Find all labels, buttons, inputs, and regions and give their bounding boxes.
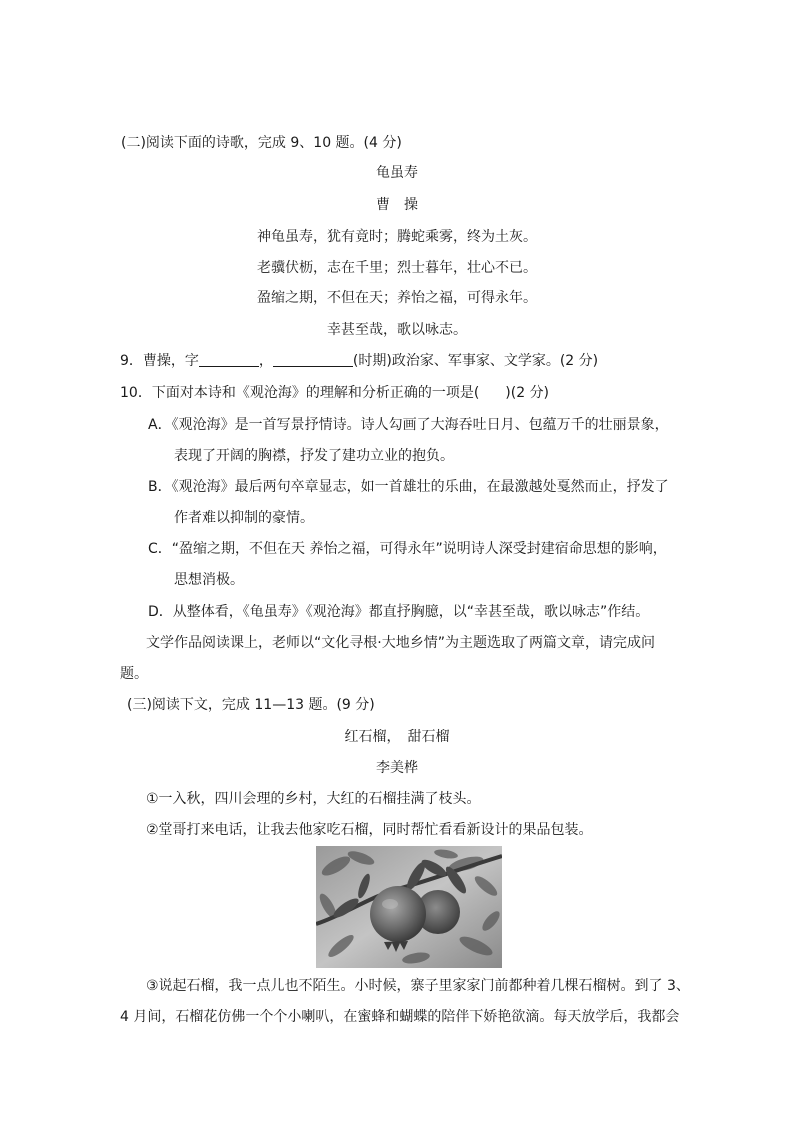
question-9 <box>120 351 598 371</box>
option-a-line-2: 表现了开阔的胸襟，抒发了建功立业的抱负。 <box>174 448 454 464</box>
poem-line-2: 老骥伏枥，志在千里；烈士暮年，壮心不已。 <box>257 260 537 276</box>
option-c-line-2: 思想消极。 <box>174 572 244 588</box>
question-10-points: )(2 分) <box>505 385 550 401</box>
article-author: 李美桦 <box>376 760 418 776</box>
paragraph-3-line-1: ③说起石榴，我一点儿也不陌生。小时候，寨子里家家门前都种着几棵石榴树。到了 3、 <box>146 978 690 994</box>
paragraph-2: ②堂哥打来电话，让我去他家吃石榴，同时帮忙看看新设计的果品包装。 <box>146 822 593 838</box>
article-title: 红石榴， 甜石榴 <box>344 729 450 745</box>
poem-title: 龟虽寿 <box>376 165 418 181</box>
question-9-text-1: 9．曹操，字 <box>120 353 199 369</box>
option-b-line-1: B．《观沧海》最后两句卒章显志，如一首雄壮的乐曲，在最激越处戛然而止，抒发了 <box>148 479 669 495</box>
answer-blank-period[interactable] <box>273 352 353 367</box>
section-2-intro: (二)阅读下面的诗歌，完成 9、10 题。(4 分) <box>121 135 402 151</box>
question-9-text-3: (时期)政治家、军事家、文学家。(2 分) <box>352 353 599 369</box>
poem-author: 曹 操 <box>376 197 418 213</box>
option-b-line-2: 作者难以抑制的豪情。 <box>174 510 314 526</box>
poem-line-4: 幸甚至哉，歌以咏志。 <box>327 322 467 338</box>
transition-line-1: 文学作品阅读课上，老师以“文化寻根·大地乡情”为主题选取了两篇文章，请完成问 <box>146 635 655 651</box>
option-c-line-1: C．“盈缩之期，不但在天 养怡之福，可得永年”说明诗人深受封建宿命思想的影响， <box>148 541 667 557</box>
poem-line-1: 神龟虽寿，犹有竟时；腾蛇乘雾，终为土灰。 <box>257 229 537 245</box>
answer-blank-courtesy-name[interactable] <box>199 352 259 367</box>
option-a-line-1: A．《观沧海》是一首写景抒情诗。诗人勾画了大海吞吐日月、包蕴万千的壮丽景象， <box>148 417 669 433</box>
question-10-stem-text: 10．下面对本诗和《观沧海》的理解和分析正确的一项是( <box>120 385 480 401</box>
question-10-stem <box>120 383 549 403</box>
section-3-intro: (三)阅读下文，完成 11—13 题。(9 分) <box>127 697 375 713</box>
paragraph-1: ①一入秋，四川会理的乡村，大红的石榴挂满了枝头。 <box>146 791 481 807</box>
question-9-text-2: ， <box>258 353 273 369</box>
option-d-line-1: D．从整体看，《龟虽寿》《观沧海》都直抒胸臆，以“幸甚至哉，歌以咏志”作结。 <box>148 604 650 620</box>
paragraph-3-line-2: 4 月间，石榴花仿佛一个个小喇叭，在蜜蜂和蝴蝶的陪伴下娇艳欲滴。每天放学后，我都会 <box>120 1009 680 1025</box>
poem-line-3: 盈缩之期，不但在天；养怡之福，可得永年。 <box>257 290 537 306</box>
transition-line-2: 题。 <box>120 666 148 682</box>
pomegranate-photo <box>316 846 502 968</box>
